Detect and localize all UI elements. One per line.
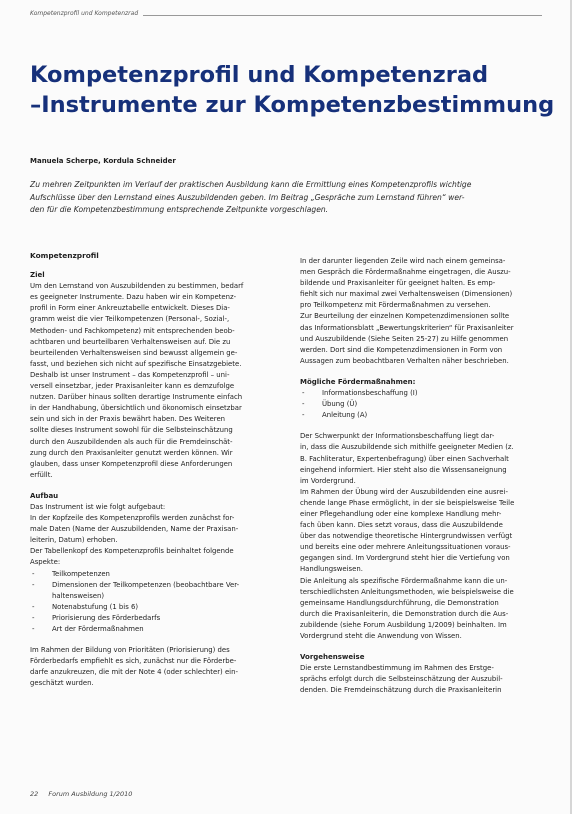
text-line: und Auszubildende (Siehe Seiten 25-27) zu Hilfe genommen — [300, 334, 509, 343]
text-line: Zur Beurteilung der einzelnen Kompetenzdimensionen sollte — [300, 312, 510, 321]
subheading-vorgehensweise: Vorgehensweise — [300, 653, 365, 662]
text-line: terschiedlichsten Anleitungsmethoden, wie beispielsweise die — [300, 587, 514, 596]
footer — [30, 790, 132, 798]
running-head: Kompetenzprofil und Kompetenzrad — [30, 10, 139, 17]
subheading-ziel: Ziel — [30, 271, 45, 280]
text-line: glauben, dass unser Kompetenzprofil diese Anforderungen — [30, 459, 233, 468]
vorgehen-paragraph — [300, 663, 543, 696]
text-line: Deshalb ist unser Instrument – das Kompetenzprofil – uni- — [30, 370, 230, 379]
page-number: 22 — [30, 790, 39, 798]
text-line: Der Tabellenkopf des Kompetenzprofils beinhaltet folgende — [30, 547, 234, 556]
title-line-1: Kompetenzprofil und Kompetenzrad — [30, 62, 489, 88]
text-line: sein und sich in der Praxis bewährt haben. Des Weiteren — [30, 415, 226, 424]
text-line: beurteilenden Verhaltensweisen sind bewusst allgemein ge- — [30, 348, 238, 357]
text-line: In der darunter liegenden Zeile wird nach einem gemeinsa- — [300, 257, 506, 265]
text-line: einer Pflegehandlung oder eine komplexe Handlung mehr- — [300, 509, 502, 518]
text-line: fach üben kann. Dies setzt voraus, dass die Auszubildende — [300, 521, 503, 530]
ziel-paragraph — [30, 281, 273, 481]
text-line: Methoden- und Fachkompetenz) mit entsprechenden beob- — [30, 326, 235, 335]
text-line: nutzen. Darüber hinaus sollten derartige Instrumente einfach — [30, 393, 243, 402]
foerdermassnahmen-list — [300, 388, 543, 421]
text-line: Um den Lernstand von Auszubildenden zu bestimmen, bedarf — [30, 282, 244, 291]
abstract-line: den für die Kompetenzbestimmung entsprechende Zeitpunkte vorgeschlagen. — [30, 205, 329, 215]
article-title — [30, 60, 555, 120]
text-line: zung durch den Praxisanleiter genutzt werden können. Wir — [30, 448, 233, 457]
text-line: werden. Dort sind die Kompetenzdimensionen in Form von — [300, 345, 503, 354]
text-line: Aspekte: — [30, 558, 61, 567]
text-line: durch den Auszubildenden als auch für die Fremdeinschät- — [30, 437, 233, 446]
aufbau-aspect-list — [30, 569, 273, 636]
right-column — [300, 256, 543, 696]
text-line: denden. Die Fremdeinschätzung durch die Praxisanleiterin — [300, 686, 502, 695]
list-item — [30, 580, 273, 602]
abstract — [30, 179, 550, 217]
text-line: leiterin, Datum) erhoben. — [30, 536, 118, 545]
text-line: im Vordergrund. — [300, 476, 356, 485]
text-line: versell einsetzbar, jeder Praxisanleiter kann es demzufolge — [30, 382, 235, 391]
text-line: chende lange Phase ermöglicht, in der sie beispielsweise Teile — [300, 498, 515, 507]
header-rule — [143, 15, 542, 16]
text-line: profil in Form einer Ankreuztabelle entwickelt. Dieses Dia- — [30, 304, 230, 313]
text-line: men Gespräch die Fördermaßnahme eingetragen, die Auszu- — [300, 268, 511, 277]
text-line: sprächs erfolgt durch die Selbsteinschätzung der Auszubil- — [300, 675, 503, 684]
text-line: gramm weist die vier Teilkompetenzen (Personal-, Sozial-, — [30, 315, 230, 324]
publication-name: Forum Ausbildung 1/2010 — [48, 790, 133, 798]
list-item — [30, 569, 273, 580]
section-heading-kompetenzprofil: Kompetenzprofil — [30, 251, 99, 260]
text-line: es geeigneter Instrumente. Dazu haben wir ein Kompetenz- — [30, 293, 237, 302]
text-line: - Anleitung (A) — [322, 411, 368, 420]
text-line: geschätzt wurden. — [30, 679, 94, 688]
abstract-line: Zu mehren Zeitpunkten im Verlauf der praktischen Ausbildung kann die Ermittlung eines Kompetenzprofils wichtige — [30, 180, 472, 189]
list-item — [30, 624, 273, 635]
text-line: erfüllt. — [30, 470, 53, 479]
left-column — [30, 250, 273, 689]
text-line: fasst, und beziehen sich nicht auf spezifische Einsatzgebiete. — [30, 359, 242, 368]
list-item — [300, 399, 543, 410]
text-line: bildende und Praxisanleiter für geeignet halten. Es emp- — [300, 279, 496, 288]
text-line: haltensweisen) — [52, 591, 105, 600]
text-line: in der Handhabung, übersichtlich und ökonomisch einsetzbar — [30, 404, 242, 413]
list-item — [30, 602, 273, 613]
massnahmen-explanation — [300, 431, 543, 642]
text-line: Handlungsweisen. — [300, 565, 363, 574]
authors: Manuela Scherpe, Kordula Schneider — [30, 157, 176, 165]
text-line: - Art der Fördermaßnahmen — [52, 625, 144, 633]
priorisierung-paragraph — [30, 645, 273, 689]
text-line: gegangen sind. Im Vordergrund steht hier die Vertiefung von — [300, 554, 510, 563]
text-line: in, dass die Auszubildende sich mithilfe geeigneter Medien (z. — [300, 443, 514, 452]
abstract-line: Aufschlüsse über den Lernstand eines Auszubildenden geben. Im Beitrag „Gespräche zum Lernstand führen“ wer- — [30, 192, 465, 202]
text-line: - Informationsbeschaffung (I) — [322, 389, 418, 398]
text-line: fiehlt sich nur maximal zwei Verhaltensweisen (Dimensionen) — [300, 290, 513, 299]
text-line: In der Kopfzeile des Kompetenzprofils werden zunächst for- — [30, 514, 235, 523]
text-line: Der Schwerpunkt der Informationsbeschaffung liegt dar- — [300, 432, 495, 441]
text-line: zubildende (siehe Forum Ausbildung 1/2009) beinhalten. Im — [300, 620, 507, 629]
text-line: Vordergrund steht die Anwendung von Wissen. — [300, 632, 462, 640]
text-line: gemeinsame Handlungsdurchführung, die Demonstration — [300, 598, 499, 607]
text-line: eingehend informiert. Hier steht also die Wissensaneignung — [300, 465, 507, 474]
text-line: Im Rahmen der Übung wird der Auszubildenden eine ausrei- — [300, 487, 508, 496]
text-line: Das Instrument ist wie folgt aufgebaut: — [30, 502, 166, 511]
text-line: - Dimensionen der Teilkompetenzen (beobachtbare Ver- — [52, 580, 240, 589]
list-item — [30, 613, 273, 624]
text-line: das Informationsblatt „Bewertungskriterien“ für Praxisanleiter — [300, 323, 514, 332]
text-line: sollte dieses Instrument sowohl für die Selbsteinschätzung — [30, 426, 233, 435]
text-line: und bereits eine oder mehrere Anleitungssituationen voraus- — [300, 543, 511, 552]
title-line-2: –Instrumente zur Kompetenzbestimmung — [30, 92, 555, 118]
text-line: darfe anzukreuzen, die mit der Note 4 (oder schlechter) ein- — [30, 668, 238, 677]
text-line: Die erste Lernstandbestimmung im Rahmen des Erstge- — [300, 664, 494, 673]
text-line: Förderbedarfs empfiehlt es sich, zunächst nur die Förderbe- — [30, 657, 237, 666]
text-line: male Daten (Name der Auszubildenden, Name der Praxisan- — [30, 525, 239, 534]
subheading-aufbau: Aufbau — [30, 491, 59, 500]
list-item — [300, 388, 543, 399]
text-line: achtbaren und beurteilbaren Verhaltensweisen auf. Die zu — [30, 337, 231, 346]
text-line: über das notwendige theoretische Hintergrundwissen verfügt — [300, 532, 513, 541]
text-line: durch die Praxisanleiterin, die Demonstration durch die Aus- — [300, 609, 509, 618]
text-line: pro Teilkompetenz mit Fördermaßnahmen zu versehen. — [300, 301, 491, 310]
aufbau-paragraph — [30, 502, 273, 569]
subheading-foerdermassnahmen: Mögliche Fördermaßnahmen: — [300, 377, 416, 386]
text-line: - Teilkompetenzen — [52, 569, 110, 578]
text-line: - Priorisierung des Förderbedarfs — [52, 613, 161, 622]
text-line: Aussagen zum beobachtbaren Verhalten näher beschrieben. — [300, 356, 509, 365]
intro-paragraph — [300, 256, 543, 367]
text-line: Die Anleitung als spezifische Fördermaßnahme kann die un- — [300, 576, 508, 585]
text-line: - Übung (Ü) — [322, 400, 358, 409]
text-line: Im Rahmen der Bildung von Prioritäten (Priorisierung) des — [30, 646, 230, 655]
text-line: - Notenabstufung (1 bis 6) — [52, 602, 139, 611]
text-line: B. Fachliteratur, Expertenbefragung) über einen Sachverhalt — [300, 454, 509, 463]
list-item — [300, 410, 543, 421]
